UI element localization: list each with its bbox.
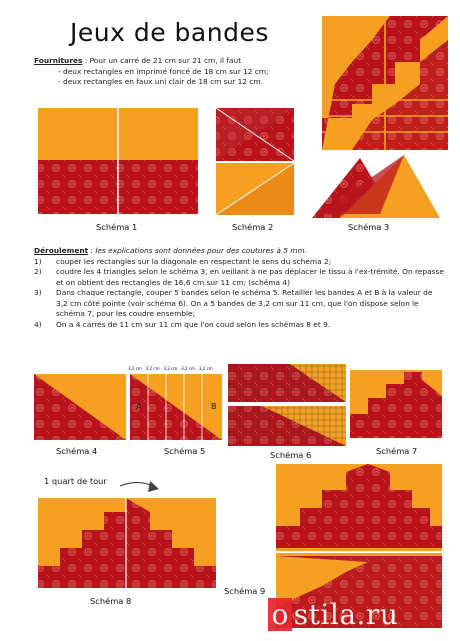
schema-8-label: Schéma 8 — [90, 596, 132, 606]
fournitures-line-2: - deux rectangles en imprimé foncé de 18 cm sur 12 cm; — [58, 66, 269, 76]
dim-label: 3,2 cm — [145, 366, 160, 371]
step-text: coudre les 4 triangles selon le schéma 3, en veillant à ne pas déplacer le tissu à l'ex-trémité. On repasse et on obtient des rectangles de 16,6 cm sur 11 cm; (schéma 4) — [56, 267, 444, 287]
schema-7-label: Schéma 7 — [376, 446, 418, 456]
watermark-box: o — [268, 598, 291, 631]
dim-label: 3,2 cm — [163, 366, 178, 371]
schema-8-figure — [38, 498, 216, 588]
step-text: couper les rectangles sur la diagonale en respectant le sens du schéma 2; — [56, 256, 332, 266]
quart-de-tour-label: 1 quart de tour — [44, 476, 107, 486]
step-3 — [34, 288, 446, 320]
star-block-preview — [322, 16, 448, 150]
deroulement-note: : les explications sont données pour des coutures à 5 mm. — [88, 246, 308, 255]
watermark-text: stila — [293, 598, 357, 631]
step-1 — [34, 257, 446, 268]
step-text: On a 4 carrés de 11 cm sur 11 cm que l'on coud selon les schémas 8 et 9. — [56, 319, 331, 329]
fournitures-line-3: - deux rectangles en faux uni clair de 18 cm sur 12 cm. — [58, 77, 263, 86]
schema-2-label: Schéma 2 — [232, 222, 274, 232]
schema-1-label: Schéma 1 — [96, 222, 138, 232]
schema-9-label: Schéma 9 — [224, 586, 266, 596]
step-number: 3) — [34, 288, 42, 297]
step-number: 1) — [34, 256, 42, 266]
schema-4-label: Schéma 4 — [56, 446, 98, 456]
fournitures-label: Fournitures — [34, 56, 83, 65]
schema-5-figure — [130, 374, 222, 440]
schema-6-label: Schéma 6 — [270, 450, 312, 460]
schema-5-label-b: B — [211, 402, 217, 411]
step-number: 4) — [34, 319, 42, 329]
schema-5-label: Schéma 5 — [164, 446, 206, 456]
schema-5-dimensions — [128, 366, 213, 371]
schema-1-figure — [38, 108, 198, 214]
schema-2-figure — [216, 108, 294, 215]
deroulement-label: Déroulement — [34, 246, 89, 255]
step-text: Dans chaque rectangle, couper 5 bandes selon le schéma 5. Retailler les bandes A et B à la valeur de 3,2 cm côté pointe (voir schéma 6). On a 5 bandes de 3,2 cm sur 11 cm, que l'on dispose selon le schéma 7, pour les coudre ensemble; — [56, 288, 433, 318]
deroulement-section — [34, 246, 446, 330]
page-title: Jeux de bandes — [70, 18, 269, 47]
schema-3-figure — [312, 155, 440, 218]
dim-label: 3,2 cm — [198, 366, 213, 371]
watermark-prefix: p — [250, 598, 269, 631]
schema-3-label: Schéma 3 — [348, 222, 390, 232]
schema-4-figure — [34, 374, 126, 440]
step-4 — [34, 320, 446, 331]
step-2 — [34, 267, 446, 288]
watermark — [250, 598, 398, 631]
watermark-suffix: .ru — [356, 598, 399, 631]
schema-7-figure — [350, 370, 442, 438]
schema-5-label-a: A — [136, 402, 142, 411]
dim-label: 3,2 cm — [128, 366, 142, 371]
fournitures-section — [34, 56, 324, 88]
step-number: 2) — [34, 267, 42, 276]
dim-label: 3,2 cm — [181, 366, 195, 371]
fournitures-line-1: : Pour un carré de 21 cm sur 21 cm, il faut — [82, 56, 242, 65]
schema-6-figure — [228, 364, 346, 446]
